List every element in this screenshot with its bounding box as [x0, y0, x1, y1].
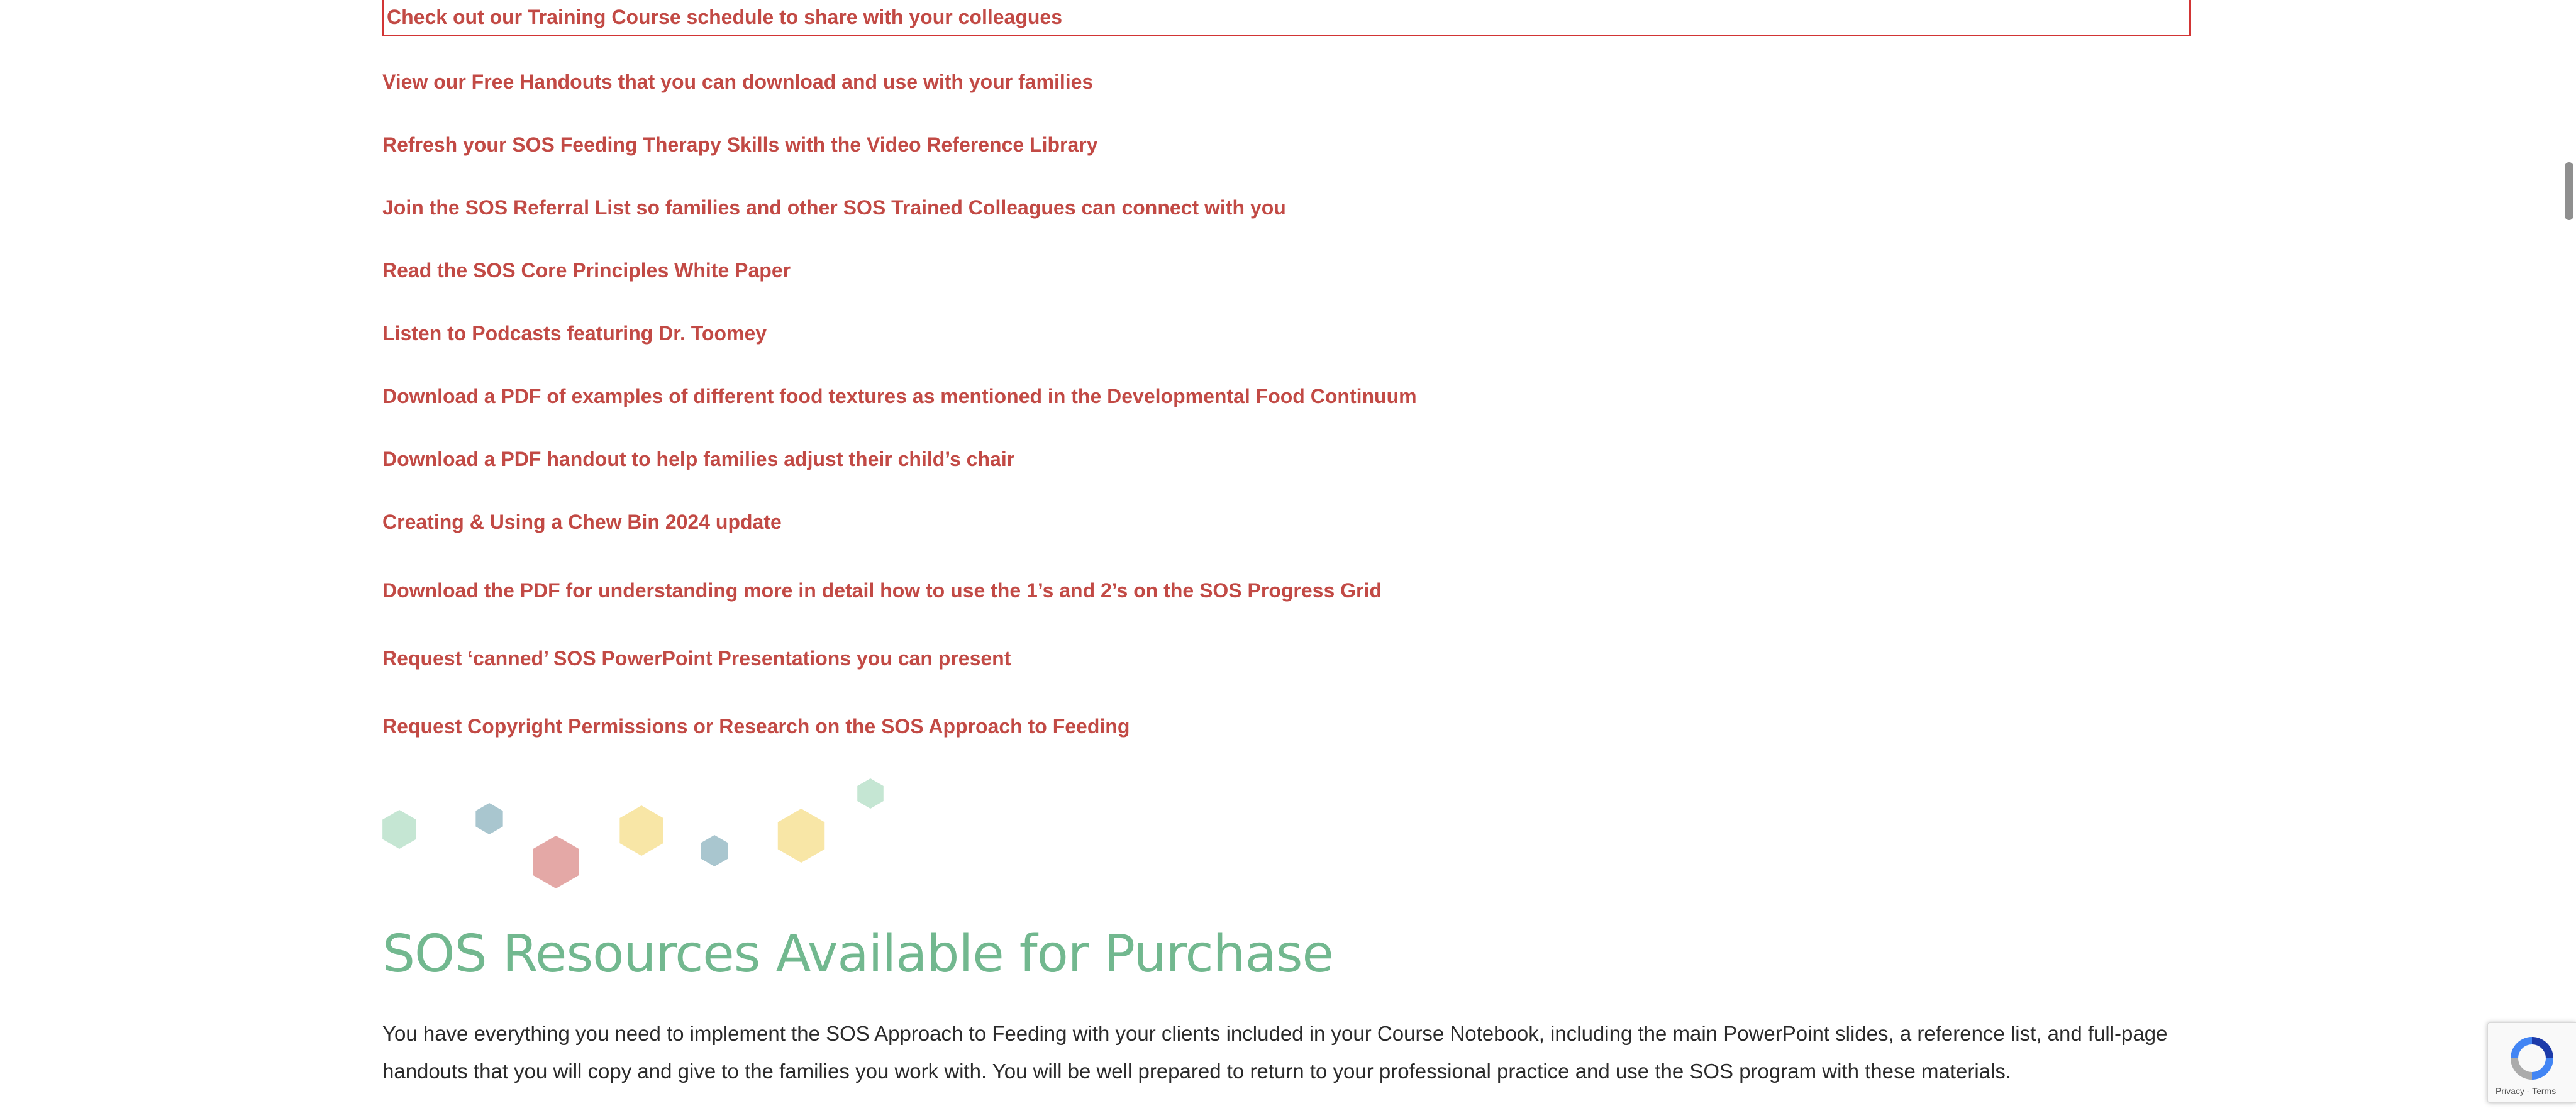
recaptcha-privacy-terms[interactable]: Privacy - Terms: [2496, 1086, 2557, 1096]
link-sos-referral-list[interactable]: Join the SOS Referral List so families and other SOS Trained Colleagues can connect with you: [382, 196, 1286, 219]
link-chair-handout-pdf[interactable]: Download a PDF handout to help families adjust their child’s chair: [382, 447, 1015, 470]
recaptcha-badge[interactable]: [2487, 1022, 2576, 1103]
scrollbar-thumb[interactable]: [2565, 162, 2573, 220]
link-training-course-schedule[interactable]: Check out our Training Course schedule to share with your colleagues: [382, 0, 2191, 36]
hexagon-decoration: [382, 775, 886, 894]
section-body-text: You have everything you need to implement the SOS Approach to Feeding with your clients included in your Course Notebook, including the main PowerPoint slides, a reference list, and full-page handouts that you will copy and give to the families you work with. You will be well prepared to return to your professional practice and use the SOS program with these materials.: [382, 1022, 2168, 1083]
scrollbar[interactable]: [2560, 0, 2576, 1118]
link-core-principles-white-paper[interactable]: Read the SOS Core Principles White Paper: [382, 258, 791, 282]
link-chew-bin[interactable]: Creating & Using a Chew Bin 2024 update: [382, 510, 782, 533]
link-video-reference-library[interactable]: Refresh your SOS Feeding Therapy Skills with the Video Reference Library: [382, 133, 1098, 156]
link-progress-grid-pdf[interactable]: Download the PDF for understanding more in detail how to use the 1’s and 2’s on the SOS Progress Grid: [382, 578, 1382, 602]
recaptcha-icon: [2507, 1033, 2557, 1083]
link-food-textures-pdf[interactable]: Download a PDF of examples of different food textures as mentioned in the Developmental Food Continuum: [382, 384, 1417, 407]
link-powerpoint-presentations[interactable]: Request ‘canned’ SOS PowerPoint Presentations you can present: [382, 646, 1011, 670]
link-podcasts[interactable]: Listen to Podcasts featuring Dr. Toomey: [382, 321, 767, 345]
section-title: SOS Resources Available for Purchase: [382, 924, 1333, 984]
link-free-handouts[interactable]: View our Free Handouts that you can download and use with your families: [382, 70, 1094, 93]
link-copyright-permissions[interactable]: Request Copyright Permissions or Research on the SOS Approach to Feeding: [382, 714, 1130, 738]
